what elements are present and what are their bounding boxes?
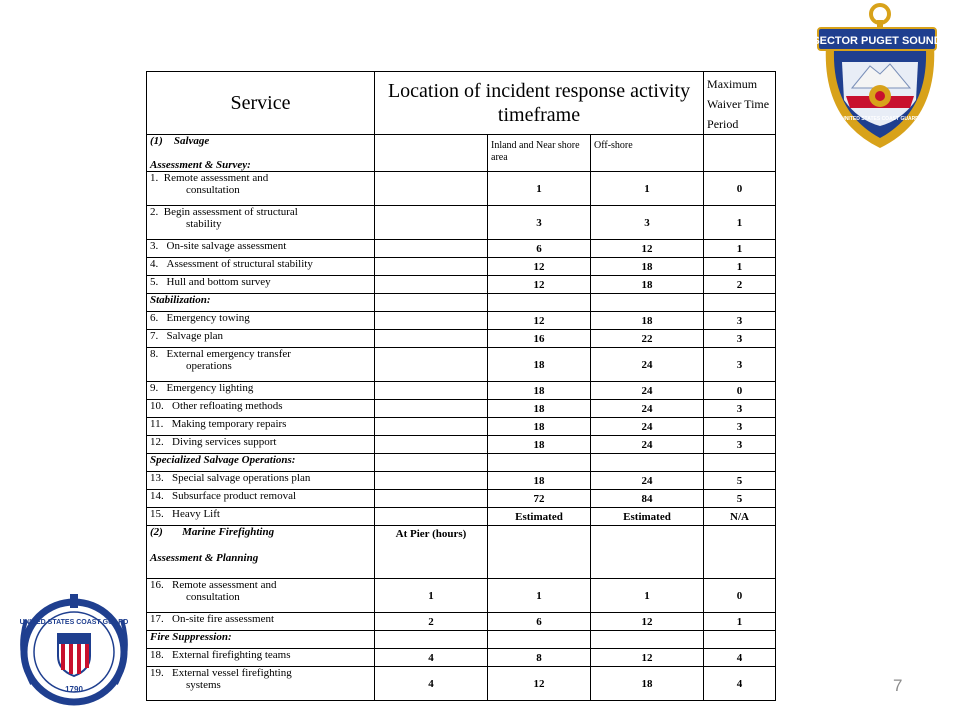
waiver-value: 3: [704, 436, 776, 454]
row-label: 2. Begin assessment of structural stability: [147, 206, 375, 240]
waiver-value: 4: [704, 667, 776, 701]
table-row: [147, 667, 776, 701]
inland-value: 12: [488, 276, 591, 294]
row-label: 13. Special salvage operations plan: [147, 472, 375, 490]
waiver-value: 1: [704, 258, 776, 276]
table-row: [147, 490, 776, 508]
offshore-header: Off-shore: [591, 135, 704, 172]
row-label: 17. On-site fire assessment: [147, 613, 375, 631]
table-row: [147, 206, 776, 240]
table-row: [147, 240, 776, 258]
row-label: 14. Subsurface product removal: [147, 490, 375, 508]
offshore-value: 18: [591, 276, 704, 294]
header-location: Location of incident response activity timeframe: [375, 72, 704, 135]
waiver-value: 3: [704, 400, 776, 418]
waiver-value: N/A: [704, 508, 776, 526]
service-timeframe-table: [146, 71, 776, 701]
row-label: 12. Diving services support: [147, 436, 375, 454]
offshore-value: 1: [591, 172, 704, 206]
waiver-value: 0: [704, 579, 776, 613]
row-label: 7. Salvage plan: [147, 330, 375, 348]
offshore-value: 24: [591, 472, 704, 490]
at-pier-value: 2: [375, 613, 488, 631]
empty-cell: [375, 472, 488, 490]
empty-cell: [375, 418, 488, 436]
row-label: 11. Making temporary repairs: [147, 418, 375, 436]
header-waiver: Maximum Waiver Time Period: [704, 72, 776, 135]
offshore-value: 12: [591, 613, 704, 631]
inland-value: 8: [488, 649, 591, 667]
inland-value: 18: [488, 418, 591, 436]
fire-subtitle: Assessment & Planning: [150, 552, 259, 564]
suppression-label: Fire Suppression:: [147, 631, 375, 649]
inland-value: 16: [488, 330, 591, 348]
sector-ring-text: UNITED STATES COAST GUARD: [841, 116, 919, 122]
at-pier-value: 4: [375, 649, 488, 667]
empty-cell: [375, 206, 488, 240]
waiver-value: 1: [704, 613, 776, 631]
row-label: 18. External firefighting teams: [147, 649, 375, 667]
table-row: [147, 649, 776, 667]
salvage-title: (1) Salvage: [150, 135, 210, 147]
empty-cell: [375, 258, 488, 276]
waiver-value: 1: [704, 240, 776, 258]
row-label: 15. Heavy Lift: [147, 508, 375, 526]
row-label: 9. Emergency lighting: [147, 382, 375, 400]
specialized-label: Specialized Salvage Operations:: [147, 454, 375, 472]
empty-cell: [375, 330, 488, 348]
inland-header: Inland and Near shore area: [488, 135, 591, 172]
offshore-value: 24: [591, 418, 704, 436]
inland-value: 6: [488, 240, 591, 258]
table-row: [147, 472, 776, 490]
offshore-value: 3: [591, 206, 704, 240]
waiver-value: 0: [704, 172, 776, 206]
header-service: Service: [147, 72, 375, 135]
offshore-value: 18: [591, 667, 704, 701]
table-row: [147, 436, 776, 454]
offshore-value: 22: [591, 330, 704, 348]
inland-value: 1: [488, 579, 591, 613]
row-label: 10. Other refloating methods: [147, 400, 375, 418]
waiver-value: 3: [704, 348, 776, 382]
fire-heading: [147, 526, 375, 579]
row-label: 4. Assessment of structural stability: [147, 258, 375, 276]
table-row: [147, 172, 776, 206]
empty-cell: [375, 490, 488, 508]
table-row: [147, 508, 776, 526]
inland-value: 3: [488, 206, 591, 240]
empty-cell: [375, 172, 488, 206]
at-pier-value: 4: [375, 667, 488, 701]
uscg-seal-logo: [14, 590, 134, 715]
at-pier-header: At Pier (hours): [375, 526, 488, 579]
waiver-value: 5: [704, 472, 776, 490]
table-row: [147, 400, 776, 418]
table-row: [147, 312, 776, 330]
uscg-seal-year: 1790: [65, 685, 83, 694]
inland-value: 6: [488, 613, 591, 631]
at-pier-value: 1: [375, 579, 488, 613]
waiver-value: 2: [704, 276, 776, 294]
inland-value: 72: [488, 490, 591, 508]
empty-cell: [375, 436, 488, 454]
row-label: 16. Remote assessment and consultation: [147, 579, 375, 613]
empty-cell: [375, 348, 488, 382]
row-label: 3. On-site salvage assessment: [147, 240, 375, 258]
table-row: [147, 330, 776, 348]
salvage-heading: [147, 135, 375, 172]
sector-puget-sound-logo: [812, 0, 942, 150]
stabilization-row: [147, 294, 776, 312]
waiver-value: 4: [704, 649, 776, 667]
table-row: [147, 418, 776, 436]
table-header-row: [147, 72, 776, 135]
empty-cell: [375, 508, 488, 526]
table-row: [147, 579, 776, 613]
salvage-section-row: [147, 135, 776, 172]
offshore-value: 18: [591, 258, 704, 276]
waiver-value: 5: [704, 490, 776, 508]
table-row: [147, 382, 776, 400]
offshore-value: 18: [591, 312, 704, 330]
inland-value: 12: [488, 312, 591, 330]
row-label: 5. Hull and bottom survey: [147, 276, 375, 294]
inland-value: 18: [488, 472, 591, 490]
row-label: 1. Remote assessment and consultation: [147, 172, 375, 206]
offshore-value: 1: [591, 579, 704, 613]
waiver-value: 0: [704, 382, 776, 400]
offshore-value: 24: [591, 436, 704, 454]
sector-logo-text: SECTOR PUGET SOUND: [812, 35, 942, 47]
salvage-subtitle: Assessment & Survey:: [150, 159, 251, 171]
waiver-value: 1: [704, 206, 776, 240]
row-label: 8. External emergency transfer operations: [147, 348, 375, 382]
offshore-value: 24: [591, 400, 704, 418]
empty-cell: [375, 135, 488, 172]
specialized-row: [147, 454, 776, 472]
inland-value: 12: [488, 258, 591, 276]
table-row: [147, 276, 776, 294]
inland-value: 18: [488, 348, 591, 382]
inland-value: 18: [488, 436, 591, 454]
uscg-seal-text: UNITED STATES COAST GUARD: [19, 619, 129, 626]
offshore-value: 12: [591, 240, 704, 258]
waiver-value: 3: [704, 330, 776, 348]
inland-value: 1: [488, 172, 591, 206]
page-number: 7: [893, 676, 903, 695]
offshore-value: 84: [591, 490, 704, 508]
firefighting-section-row: [147, 526, 776, 579]
stabilization-label: Stabilization:: [147, 294, 375, 312]
suppression-row: [147, 631, 776, 649]
inland-value: 18: [488, 400, 591, 418]
inland-value: 18: [488, 382, 591, 400]
offshore-value: 12: [591, 649, 704, 667]
empty-cell: [375, 400, 488, 418]
inland-value: Estimated: [488, 508, 591, 526]
offshore-value: 24: [591, 348, 704, 382]
waiver-value: 3: [704, 312, 776, 330]
empty-cell: [375, 240, 488, 258]
empty-cell: [375, 382, 488, 400]
inland-value: 12: [488, 667, 591, 701]
offshore-value: 24: [591, 382, 704, 400]
table-row: [147, 348, 776, 382]
offshore-value: Estimated: [591, 508, 704, 526]
fire-title: (2) Marine Firefighting: [150, 526, 275, 538]
table-row: [147, 258, 776, 276]
row-label: 19. External vessel firefighting systems: [147, 667, 375, 701]
empty-cell: [704, 135, 776, 172]
table-row: [147, 613, 776, 631]
row-label: 6. Emergency towing: [147, 312, 375, 330]
waiver-value: 3: [704, 418, 776, 436]
empty-cell: [375, 276, 488, 294]
empty-cell: [375, 312, 488, 330]
